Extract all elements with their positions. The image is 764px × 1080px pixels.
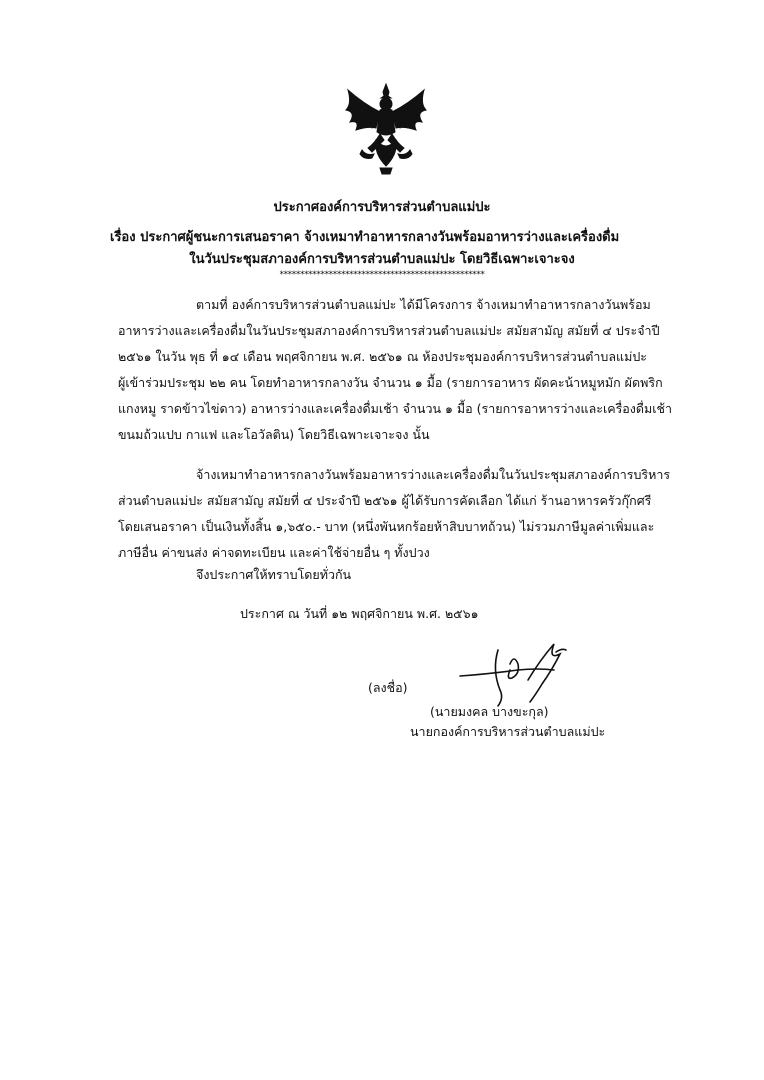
- separator-line: **************************************************: [279, 270, 485, 280]
- paragraph-1-line: แกงหมู ราดข้าวไข่ดาว) อาหารว่างและเครื่องดื่มเช้า จำนวน ๑ มื้อ (รายการอาหารว่างและเครื่องดื่มเช้า: [118, 401, 673, 416]
- paragraph-2-line: จ้างเหมาทำอาหารกลางวันพร้อมอาหารว่างและเครื่องดื่มในวันประชุมสภาองค์การบริหาร: [196, 467, 671, 482]
- paragraph-1-line: ตามที่ องค์การบริหารส่วนตำบลแม่ปะ ได้มีโครงการ จ้างเหมาทำอาหารกลางวันพร้อม: [196, 297, 651, 312]
- subject-line-2: ในวันประชุมสภาองค์การบริหารส่วนตำบลแม่ปะ โดยวิธีเฉพาะเจาะจง: [189, 252, 575, 267]
- signer-name: (นายมงคล บางขะกุล): [430, 704, 549, 719]
- garuda-emblem-icon: [340, 82, 432, 178]
- announcement-title: ประกาศองค์การบริหารส่วนตำบลแม่ปะ: [273, 200, 491, 215]
- subject-line-1: เรื่อง ประกาศผู้ชนะการเสนอราคา จ้างเหมาทำอาหารกลางวันพร้อมอาหารว่างและเครื่องดื่ม: [110, 230, 620, 245]
- handwritten-signature: [458, 640, 578, 710]
- paragraph-2-line: ส่วนตำบลแม่ปะ สมัยสามัญ สมัยที่ ๔ ประจำปี ๒๕๖๑ ผู้ได้รับการคัดเลือก ได้แก่ ร้านอาหารครัวกุ๊กศรี: [118, 493, 652, 508]
- closing-statement: จึงประกาศให้ทราบโดยทั่วกัน: [196, 567, 352, 582]
- paragraph-2-line: ภาษีอื่น ค่าขนส่ง ค่าจดทะเบียน และค่าใช้จ่ายอื่น ๆ ทั้งปวง: [118, 545, 430, 560]
- paragraph-1-line: อาหารว่างและเครื่องดื่มในวันประชุมสภาองค์การบริหารส่วนตำบลแม่ปะ สมัยสามัญ สมัยที่ ๔ ประจำปี: [118, 323, 660, 338]
- paragraph-1-line: ผู้เข้าร่วมประชุม ๒๒ คน โดยทำอาหารกลางวัน จำนวน ๑ มื้อ (รายการอาหาร ผัดคะน้าหมูหมัก ผัดพริก: [118, 375, 663, 390]
- paragraph-1-line: ๒๕๖๑ ในวัน พุธ ที่ ๑๔ เดือน พฤศจิกายน พ.ศ. ๒๕๖๑ ณ ห้องประชุมองค์การบริหารส่วนตำบลแม่ปะ: [118, 349, 647, 364]
- signer-position: นายกองค์การบริหารส่วนตำบลแม่ปะ: [410, 724, 606, 739]
- paragraph-1-line: ขนมถ้วแปบ กาแฟ และโอวัลติน) โดยวิธีเฉพาะเจาะจง นั้น: [118, 427, 430, 442]
- announcement-date: ประกาศ ณ วันที่ ๑๒ พฤศจิกายน พ.ศ. ๒๕๖๑: [240, 606, 479, 621]
- sign-label: (ลงชื่อ): [368, 680, 408, 695]
- paragraph-2-line: โดยเสนอราคา เป็นเงินทั้งสิ้น ๑,๖๕๐.- บาท (หนึ่งพันหกร้อยห้าสิบบาทถ้วน) ไม่รวมภาษีมูลค่าเพิ่มและ: [118, 519, 655, 534]
